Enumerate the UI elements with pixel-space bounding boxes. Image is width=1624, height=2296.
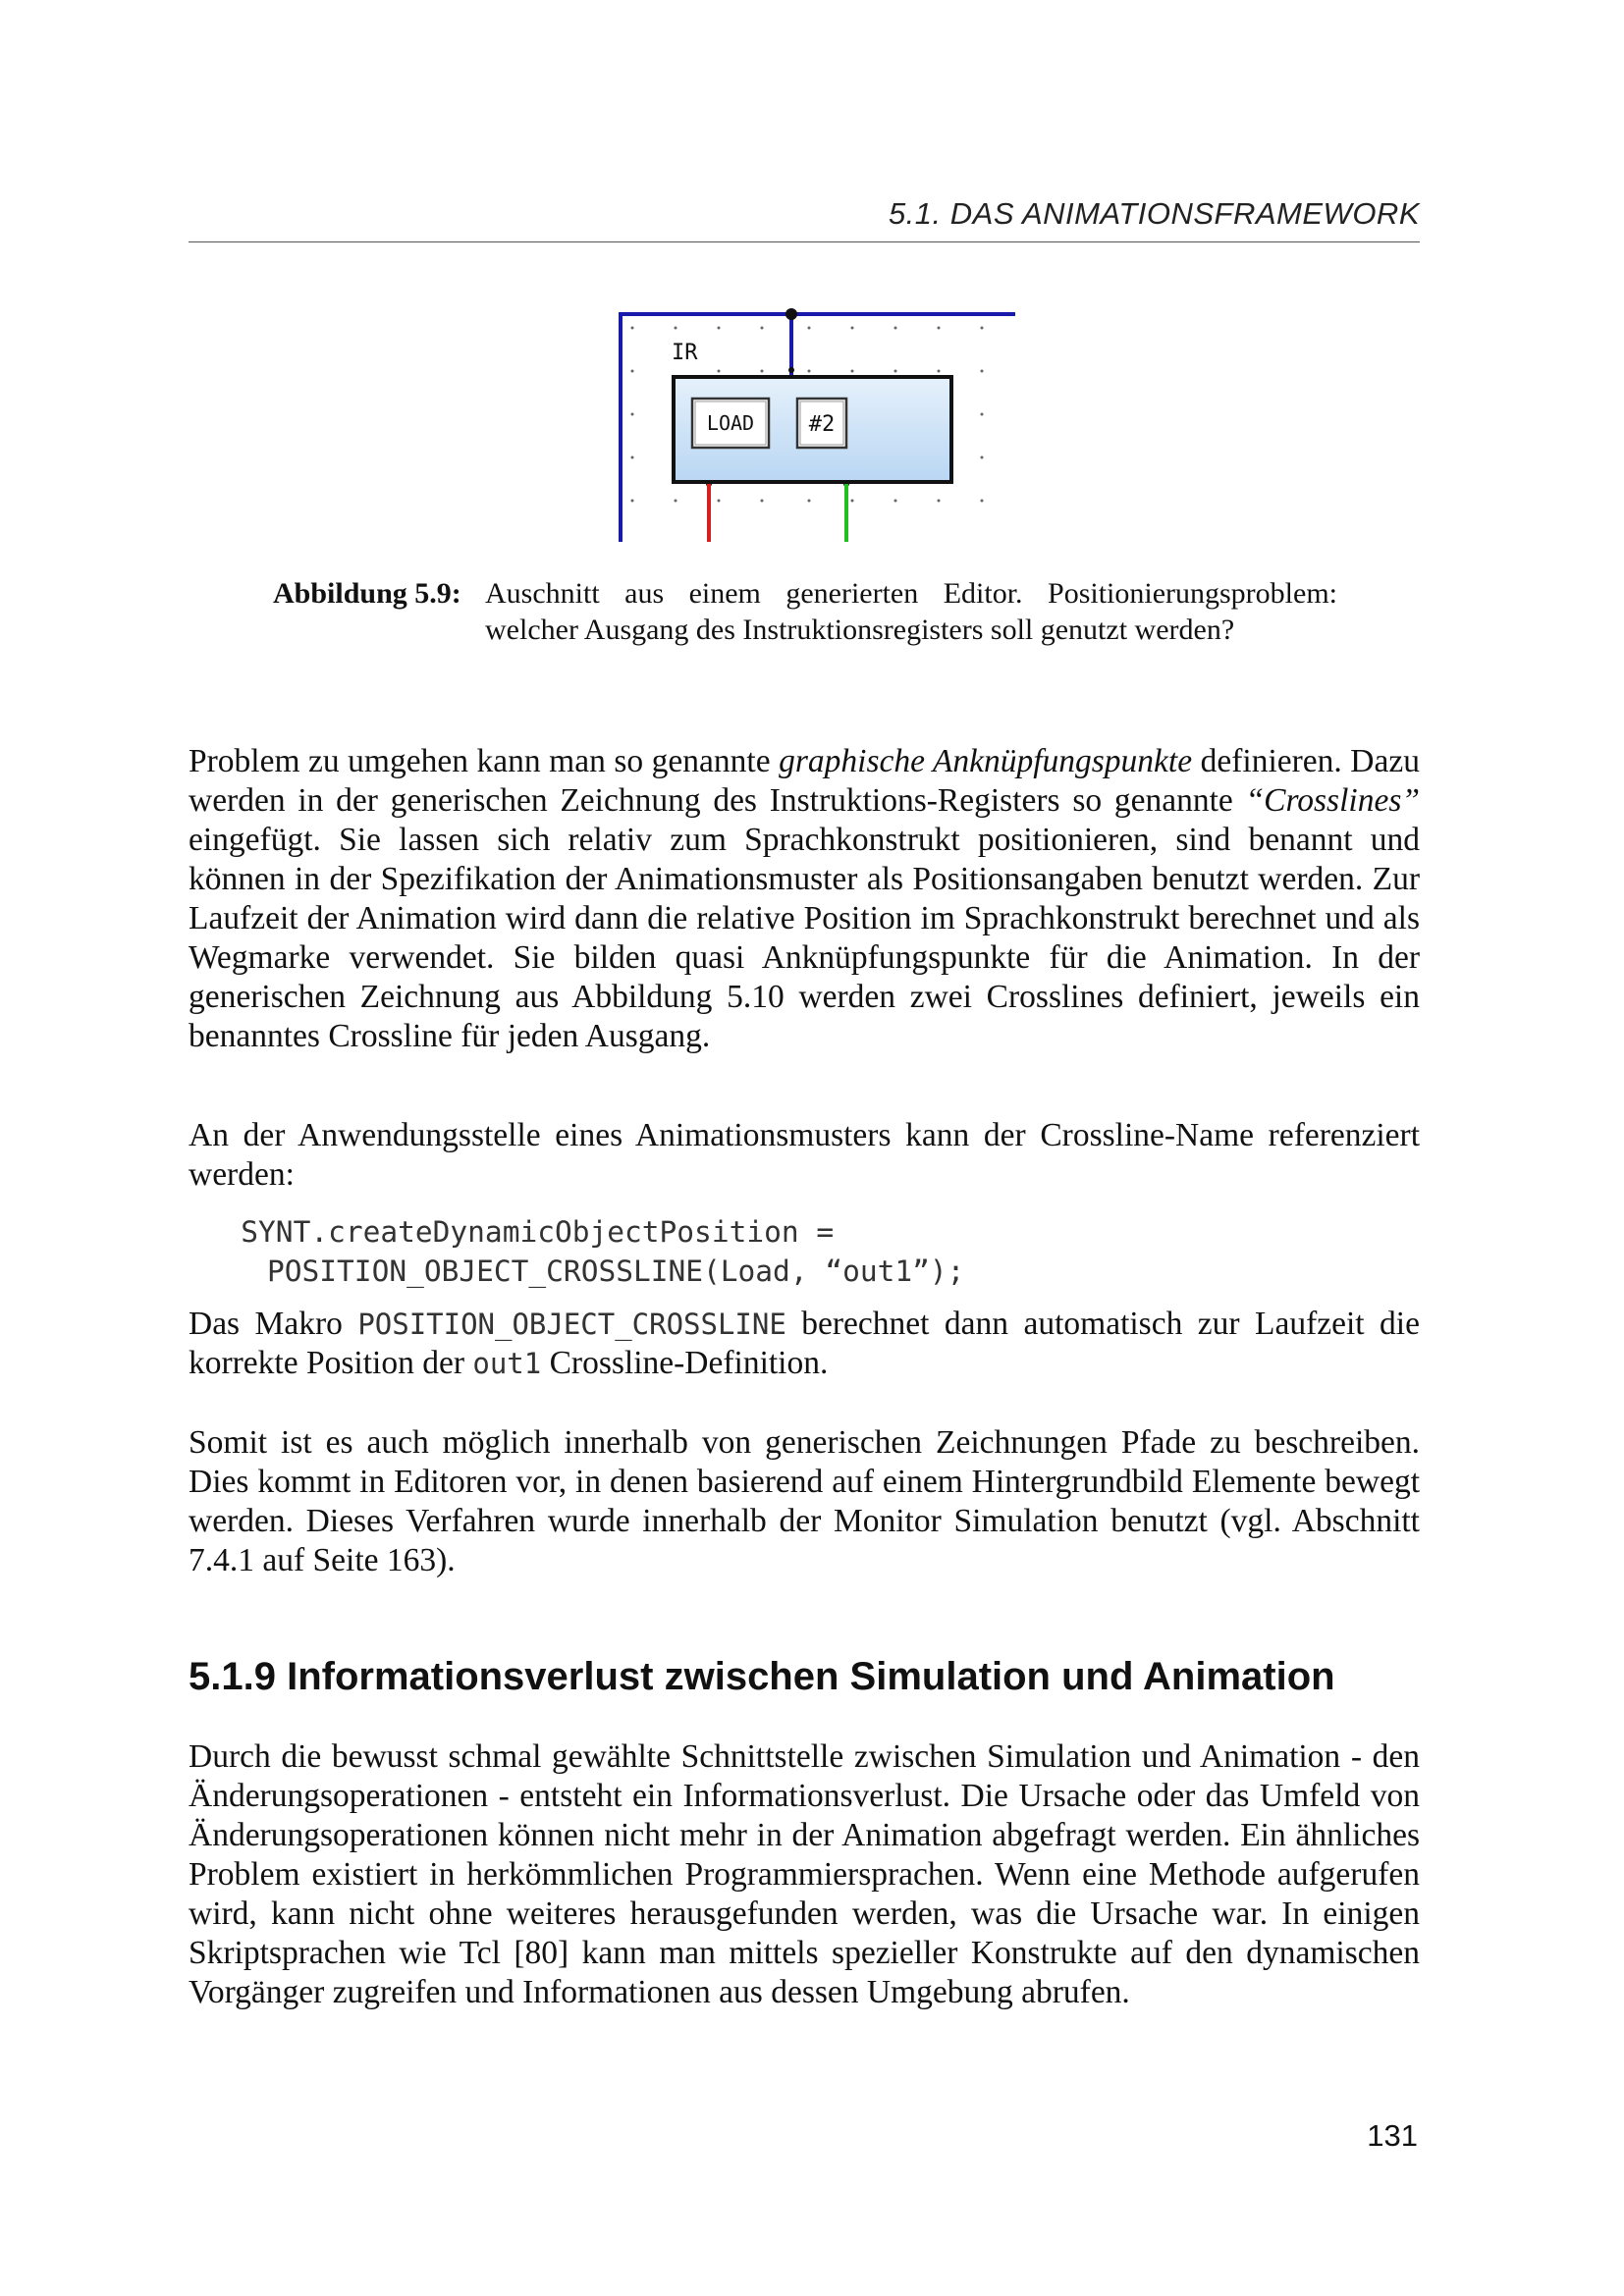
emphasis-anknuepfungspunkte: graphische Anknüpfungspunkte bbox=[779, 743, 1193, 779]
paragraph-paths: Somit ist es auch möglich innerhalb von generischen Zeichnungen Pfade zu beschreiben. Dies kommt in Editoren vor, in denen basierend auf einem Hintergrundbild Elemente bewegt werden. Dieses Verfahren wurde innerhalb der Monitor Simulation benutzt (vgl. Abschnitt 7.4.1 auf Seite 163). bbox=[189, 1424, 1420, 1578]
crossline-name: out1 bbox=[472, 1347, 542, 1380]
paragraph-crosslines: Problem zu umgehen kann man so genannte graphische Anknüpfungspunkte definieren. Dazu werden in der generischen Zeichnung des Instruktions-Registers so genannte “Crosslines” eingefügt. Sie lassen sich relativ zum Sprachkonstrukt positionieren, sind benannt und können in der Spezifikation der Animationsmuster als Positionsangaben benutzt werden. Zur Laufzeit der Animation wird dann die relative Position im Sprachkonstrukt berechnet und als Wegmarke verwendet. Sie bilden quasi Anknüpfungspunkte für die Animation. In der generischen Zeichnung aus Abbildung 5.10 werden zwei Crosslines definiert, jeweils ein benanntes Crossline für jeden Ausgang. bbox=[189, 743, 1420, 1054]
paragraph-reference: An der Anwendungsstelle eines Animationsmusters kann der Crossline-Name referenziert werden: bbox=[189, 1117, 1420, 1193]
header-title: 5.1. DAS ANIMATIONSFRAMEWORK bbox=[888, 196, 1420, 231]
caption-label: Abbildung 5.9: bbox=[273, 577, 461, 610]
editor-figure bbox=[617, 306, 1019, 542]
section-heading: 5.1.9 Informationsverlust zwischen Simulation und Animation bbox=[189, 1655, 1335, 1698]
running-header bbox=[189, 192, 1420, 242]
macro-name: POSITION_OBJECT_CROSSLINE bbox=[357, 1308, 786, 1341]
caption-text: Auschnitt aus einem generierten Editor. Positionierungsproblem: welcher Ausgang des Instruktionsregisters soll genutzt werden? bbox=[485, 577, 1337, 646]
immediate-label: #2 bbox=[808, 412, 836, 437]
page-number: 131 bbox=[1367, 2118, 1418, 2153]
code-line-2: POSITION_OBJECT_CROSSLINE(Load, “out1”); bbox=[267, 1255, 965, 1288]
emphasis-crosslines: “Crosslines” bbox=[1245, 782, 1420, 819]
paragraph-macro: Das Makro POSITION_OBJECT_CROSSLINE berechnet dann automatisch zur Laufzeit die korrekte Position der out1 Crossline-Definition. bbox=[189, 1306, 1420, 1381]
load-label: LOAD bbox=[706, 411, 755, 435]
code-line-1: SYNT.createDynamicObjectPosition = bbox=[189, 1215, 835, 1249]
register-label: IR bbox=[672, 341, 698, 365]
paragraph-information-loss: Durch die bewusst schmal gewählte Schnittstelle zwischen Simulation und Animation - den Änderungsoperationen - entsteht ein Informationsverlust. Die Ursache oder das Umfeld von Änderungsoperationen können nicht mehr in der Animation abgefragt werden. Ein ähnliches Problem existiert in herkömmlichen Programmiersprachen. Wenn eine Methode aufgerufen wird, kann nicht ohne weiteres herausgefunden werden, was die Ursache war. In einigen Skriptsprachen wie Tcl [80] kann man mittels spezieller Konstrukte auf den dynamischen Vorgänger zugreifen und Informationen aus dessen Umgebung abrufen. bbox=[189, 1738, 1420, 2010]
input-dot bbox=[788, 367, 794, 373]
junction-dot bbox=[785, 308, 797, 320]
